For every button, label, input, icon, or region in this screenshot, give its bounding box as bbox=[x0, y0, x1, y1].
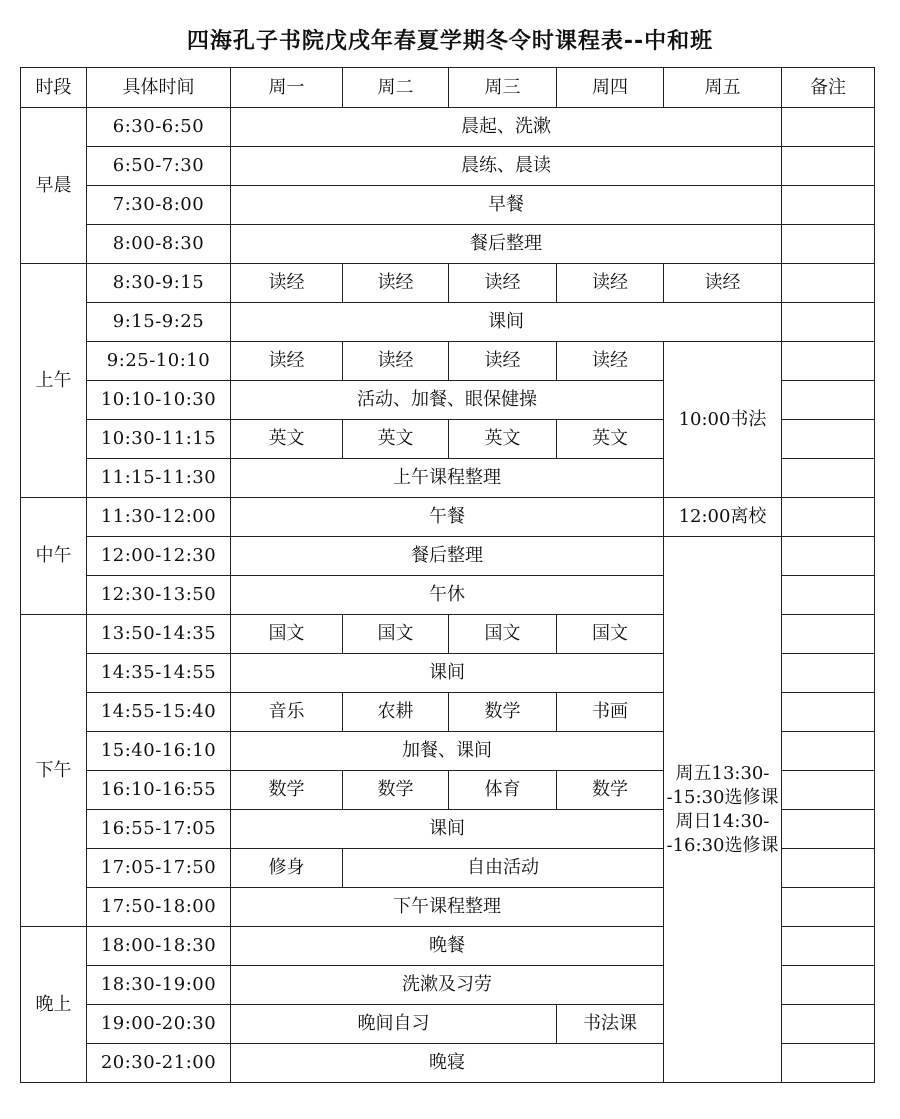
activity-cell: 英文 bbox=[343, 420, 449, 459]
time-cell: 11:15-11:30 bbox=[87, 459, 231, 498]
header-monday: 周一 bbox=[231, 68, 343, 108]
activity-cell: 国文 bbox=[449, 615, 557, 654]
time-cell: 14:55-15:40 bbox=[87, 693, 231, 732]
activity-cell: 农耕 bbox=[343, 693, 449, 732]
note-cell bbox=[782, 615, 875, 654]
activity-cell: 国文 bbox=[343, 615, 449, 654]
activity-cell: 餐后整理 bbox=[231, 537, 664, 576]
time-cell: 16:55-17:05 bbox=[87, 810, 231, 849]
note-cell bbox=[782, 849, 875, 888]
friday-calligraphy-cell: 10:00书法 bbox=[664, 342, 782, 498]
note-cell bbox=[782, 420, 875, 459]
note-cell bbox=[782, 381, 875, 420]
header-time: 具体时间 bbox=[87, 68, 231, 108]
time-cell: 17:50-18:00 bbox=[87, 888, 231, 927]
activity-cell: 晨起、洗漱 bbox=[231, 108, 782, 147]
time-cell: 16:10-16:55 bbox=[87, 771, 231, 810]
activity-cell: 国文 bbox=[557, 615, 664, 654]
header-period: 时段 bbox=[21, 68, 87, 108]
header-thursday: 周四 bbox=[557, 68, 664, 108]
note-cell bbox=[782, 459, 875, 498]
time-cell: 19:00-20:30 bbox=[87, 1005, 231, 1044]
note-cell bbox=[782, 927, 875, 966]
note-cell bbox=[782, 966, 875, 1005]
note-cell bbox=[782, 1044, 875, 1083]
activity-cell: 修身 bbox=[231, 849, 343, 888]
note-cell bbox=[782, 810, 875, 849]
time-cell: 20:30-21:00 bbox=[87, 1044, 231, 1083]
activity-cell: 读经 bbox=[664, 264, 782, 303]
time-cell: 18:30-19:00 bbox=[87, 966, 231, 1005]
activity-cell: 读经 bbox=[343, 264, 449, 303]
activity-cell: 数学 bbox=[449, 693, 557, 732]
friday-leave-cell: 12:00离校 bbox=[664, 498, 782, 537]
activity-cell: 晨练、晨读 bbox=[231, 147, 782, 186]
activity-cell: 读经 bbox=[449, 264, 557, 303]
note-cell bbox=[782, 771, 875, 810]
note-cell bbox=[782, 732, 875, 771]
activity-cell: 午餐 bbox=[231, 498, 664, 537]
page-title: 四海孔子书院戊戌年春夏学期冬令时课程表--中和班 bbox=[186, 29, 714, 54]
period-evening: 晚上 bbox=[21, 927, 87, 1083]
note-cell bbox=[782, 264, 875, 303]
time-cell: 12:30-13:50 bbox=[87, 576, 231, 615]
note-cell bbox=[782, 186, 875, 225]
note-cell bbox=[782, 498, 875, 537]
activity-cell: 体育 bbox=[449, 771, 557, 810]
time-cell: 15:40-16:10 bbox=[87, 732, 231, 771]
note-cell bbox=[782, 225, 875, 264]
note-cell bbox=[782, 342, 875, 381]
activity-cell: 英文 bbox=[449, 420, 557, 459]
activity-cell: 课间 bbox=[231, 303, 782, 342]
time-cell: 10:10-10:30 bbox=[87, 381, 231, 420]
time-cell: 8:30-9:15 bbox=[87, 264, 231, 303]
activity-cell: 晚寝 bbox=[231, 1044, 664, 1083]
note-cell bbox=[782, 1005, 875, 1044]
period-afternoon: 下午 bbox=[21, 615, 87, 927]
note-cell bbox=[782, 303, 875, 342]
time-cell: 9:15-9:25 bbox=[87, 303, 231, 342]
table-row bbox=[21, 108, 875, 147]
time-cell: 12:00-12:30 bbox=[87, 537, 231, 576]
time-cell: 6:50-7:30 bbox=[87, 147, 231, 186]
activity-cell: 读经 bbox=[449, 342, 557, 381]
schedule-table bbox=[20, 67, 875, 1083]
note-cell bbox=[782, 147, 875, 186]
activity-cell: 午休 bbox=[231, 576, 664, 615]
period-morning: 上午 bbox=[21, 264, 87, 498]
activity-cell: 国文 bbox=[231, 615, 343, 654]
note-cell bbox=[782, 576, 875, 615]
header-row bbox=[21, 68, 875, 108]
activity-cell: 书画 bbox=[557, 693, 664, 732]
table-row bbox=[21, 264, 875, 303]
activity-cell: 活动、加餐、眼保健操 bbox=[231, 381, 664, 420]
note-cell bbox=[782, 108, 875, 147]
table-row bbox=[21, 498, 875, 537]
activity-cell: 餐后整理 bbox=[231, 225, 782, 264]
note-cell bbox=[782, 888, 875, 927]
header-friday: 周五 bbox=[664, 68, 782, 108]
time-cell: 9:25-10:10 bbox=[87, 342, 231, 381]
activity-cell: 自由活动 bbox=[343, 849, 664, 888]
time-cell: 11:30-12:00 bbox=[87, 498, 231, 537]
time-cell: 14:35-14:55 bbox=[87, 654, 231, 693]
friday-elective-cell: 周五13:30--15:30选修课周日14:30--16:30选修课 bbox=[664, 537, 782, 1083]
activity-cell: 洗漱及习劳 bbox=[231, 966, 664, 1005]
activity-cell: 英文 bbox=[231, 420, 343, 459]
note-cell bbox=[782, 537, 875, 576]
note-cell bbox=[782, 654, 875, 693]
activity-cell: 读经 bbox=[231, 264, 343, 303]
table-row bbox=[21, 186, 875, 225]
activity-cell: 数学 bbox=[557, 771, 664, 810]
time-cell: 17:05-17:50 bbox=[87, 849, 231, 888]
activity-cell: 音乐 bbox=[231, 693, 343, 732]
activity-cell: 读经 bbox=[557, 342, 664, 381]
activity-cell: 晚餐 bbox=[231, 927, 664, 966]
time-cell: 18:00-18:30 bbox=[87, 927, 231, 966]
period-early-morning: 早晨 bbox=[21, 108, 87, 264]
header-tuesday: 周二 bbox=[343, 68, 449, 108]
activity-cell: 上午课程整理 bbox=[231, 459, 664, 498]
activity-cell: 下午课程整理 bbox=[231, 888, 664, 927]
activity-cell: 课间 bbox=[231, 810, 664, 849]
activity-cell: 早餐 bbox=[231, 186, 782, 225]
activity-cell: 晚间自习 bbox=[231, 1005, 557, 1044]
activity-cell: 读经 bbox=[557, 264, 664, 303]
table-row bbox=[21, 342, 875, 381]
table-row bbox=[21, 537, 875, 576]
time-cell: 7:30-8:00 bbox=[87, 186, 231, 225]
time-cell: 6:30-6:50 bbox=[87, 108, 231, 147]
activity-cell: 课间 bbox=[231, 654, 664, 693]
period-noon: 中午 bbox=[21, 498, 87, 615]
activity-cell: 读经 bbox=[231, 342, 343, 381]
table-row bbox=[21, 147, 875, 186]
table-row bbox=[21, 303, 875, 342]
table-row bbox=[21, 225, 875, 264]
header-wednesday: 周三 bbox=[449, 68, 557, 108]
time-cell: 8:00-8:30 bbox=[87, 225, 231, 264]
activity-cell: 数学 bbox=[231, 771, 343, 810]
activity-cell: 读经 bbox=[343, 342, 449, 381]
note-cell bbox=[782, 693, 875, 732]
time-cell: 13:50-14:35 bbox=[87, 615, 231, 654]
activity-cell: 加餐、课间 bbox=[231, 732, 664, 771]
activity-cell: 书法课 bbox=[557, 1005, 664, 1044]
activity-cell: 数学 bbox=[343, 771, 449, 810]
activity-cell: 英文 bbox=[557, 420, 664, 459]
header-note: 备注 bbox=[782, 68, 875, 108]
time-cell: 10:30-11:15 bbox=[87, 420, 231, 459]
